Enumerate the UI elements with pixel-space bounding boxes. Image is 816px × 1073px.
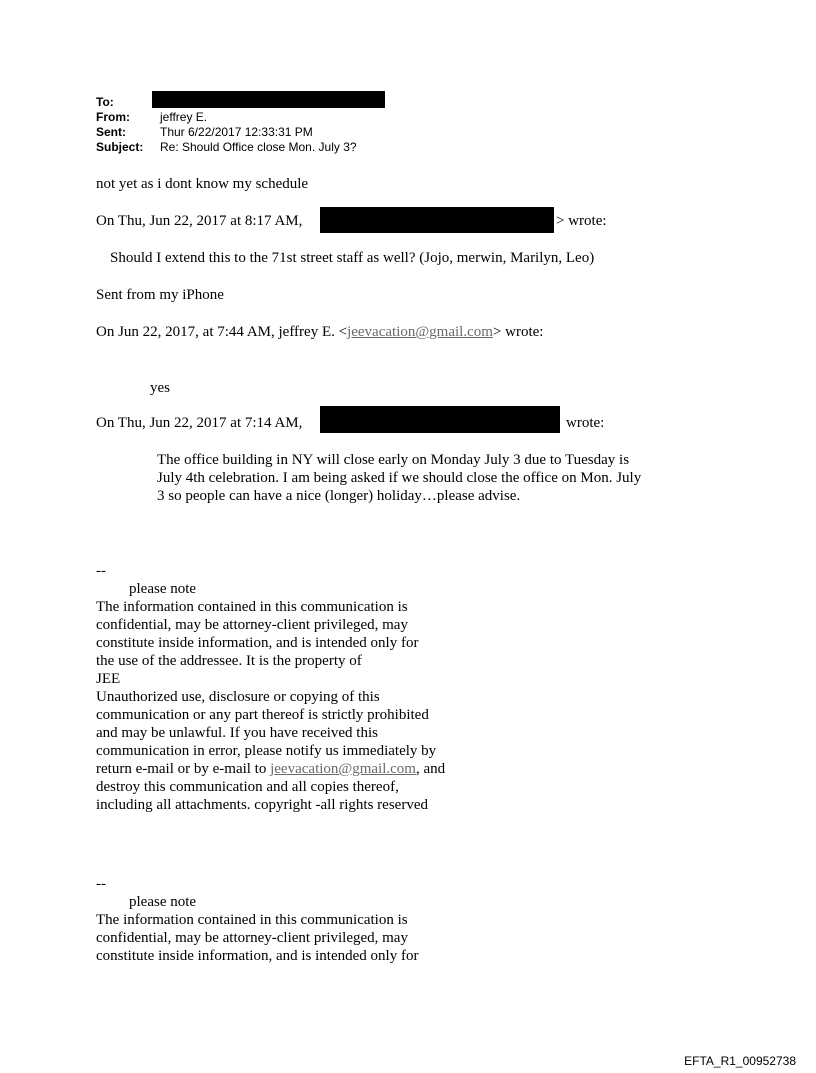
sent-value: Thur 6/22/2017 12:33:31 PM xyxy=(160,125,313,139)
disclaimer-line: JEE xyxy=(96,671,121,687)
disclaimer-line: constitute inside information, and is intended only for xyxy=(96,635,419,651)
disclaimer-line: communication or any part thereof is strictly prohibited xyxy=(96,707,429,723)
quote3-line: 3 so people can have a nice (longer) holiday…please advise. xyxy=(157,488,521,504)
quote3-body xyxy=(157,451,641,505)
document-id: EFTA_R1_00952738 xyxy=(684,1054,796,1068)
quote2-intro xyxy=(96,323,543,341)
disclaimer-line: communication in error, please notify us immediately by xyxy=(96,743,437,759)
disclaimer-line: confidential, may be attorney-client privileged, may xyxy=(96,617,408,633)
subject-row xyxy=(96,140,357,155)
disclaimer-line: confidential, may be attorney-client privileged, may xyxy=(96,930,408,946)
quote3-line: The office building in NY will close early on Monday July 3 due to Tuesday is xyxy=(157,452,630,468)
please-note: please note xyxy=(129,894,197,910)
quote1-intro-suffix: > wrote: xyxy=(556,213,607,229)
from-value: jeffrey E. xyxy=(160,110,208,124)
sent-label: Sent: xyxy=(96,125,126,139)
quote3-line: July 4th celebration. I am being asked if we should close the office on Mon. July xyxy=(157,470,642,486)
disclaimer-dashes: -- xyxy=(96,563,106,579)
disclaimer-line: including all attachments. copyright -all rights reserved xyxy=(96,797,428,813)
quote2-email-link[interactable]: jeevacation@gmail.com xyxy=(347,324,493,340)
from-label: From: xyxy=(96,110,130,124)
disclaimer-2 xyxy=(96,875,418,965)
sent-from-iphone: Sent from my iPhone xyxy=(96,287,224,303)
disclaimer-line: constitute inside information, and is intended only for xyxy=(96,948,419,964)
quote2-intro-suffix: > wrote: xyxy=(492,324,544,340)
quote3-intro-prefix: On Thu, Jun 22, 2017 at 7:14 AM, xyxy=(96,415,303,431)
disclaimer-email-link[interactable]: jeevacation@gmail.com xyxy=(270,761,416,777)
quote2-intro-prefix: On Jun 22, 2017, at 7:44 AM, jeffrey E. < xyxy=(96,324,348,340)
redaction-to xyxy=(152,91,385,108)
reply-text: not yet as i dont know my schedule xyxy=(96,176,309,192)
subject-label: Subject: xyxy=(96,140,144,154)
disclaimer-dashes: -- xyxy=(96,876,106,892)
quote3-intro-suffix: wrote: xyxy=(566,415,605,431)
disclaimer-email-line xyxy=(96,760,445,778)
sent-row xyxy=(96,125,357,140)
disclaimer-line: The information contained in this communication is xyxy=(96,912,408,928)
disclaimer-line: the use of the addressee. It is the property of xyxy=(96,653,362,669)
disclaimer-line: destroy this communication and all copies thereof, xyxy=(96,779,399,795)
redaction-quote3-sender xyxy=(320,406,560,433)
email-line-suffix: , and xyxy=(415,761,446,777)
redaction-quote1-sender xyxy=(320,207,554,233)
subject-value: Re: Should Office close Mon. July 3? xyxy=(160,140,357,154)
quote2-text: yes xyxy=(150,380,170,396)
disclaimer-1 xyxy=(96,562,445,814)
quote1-text: Should I extend this to the 71st street staff as well? (Jojo, merwin, Marilyn, Leo) xyxy=(110,250,595,266)
to-label: To: xyxy=(96,95,114,109)
quote1-intro-prefix: On Thu, Jun 22, 2017 at 8:17 AM, xyxy=(96,213,303,229)
from-row xyxy=(96,110,357,125)
email-line-prefix: return e-mail or by e-mail to xyxy=(96,761,271,777)
please-note: please note xyxy=(129,581,197,597)
disclaimer-line: and may be unlawful. If you have received this xyxy=(96,725,378,741)
disclaimer-line: Unauthorized use, disclosure or copying of this xyxy=(96,689,380,705)
disclaimer-line: The information contained in this communication is xyxy=(96,599,408,615)
